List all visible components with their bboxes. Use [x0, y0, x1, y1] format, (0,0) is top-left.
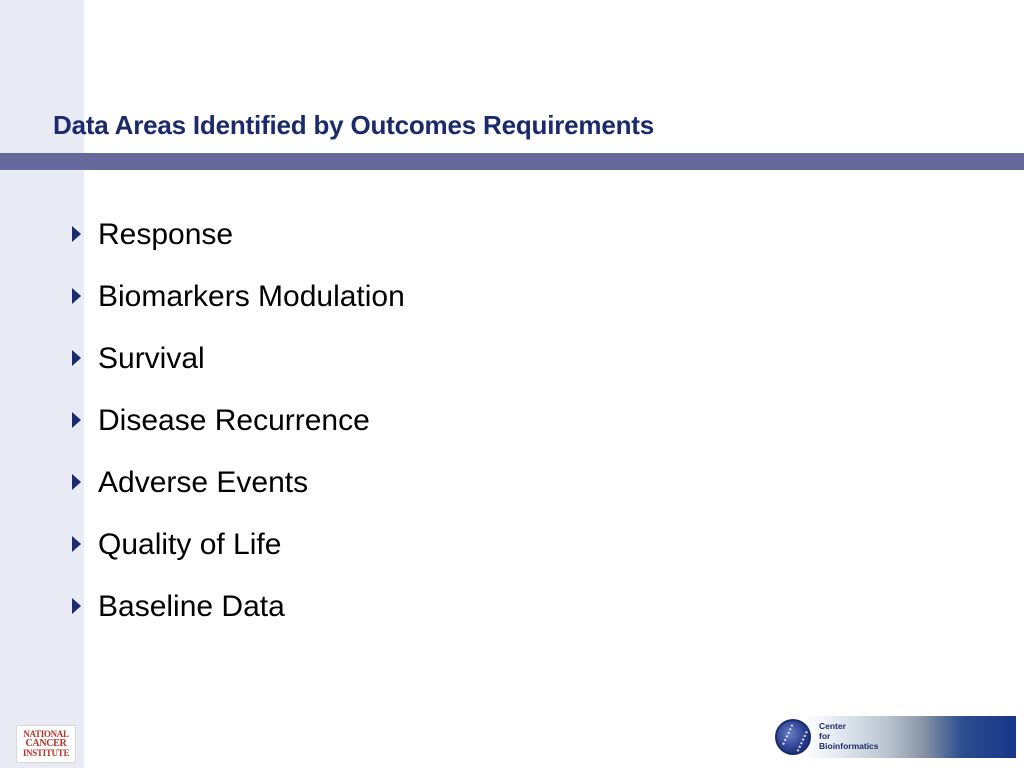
bullet-item-biomarkers-modulation [72, 266, 405, 328]
dna-emblem-icon [775, 719, 811, 755]
nci-logo-line1: NATIONAL [23, 729, 69, 739]
bullet-text: Baseline Data [98, 590, 285, 623]
triangle-bullet-icon [72, 350, 81, 366]
bullet-item-response [72, 204, 405, 266]
triangle-bullet-icon [72, 536, 81, 552]
title-rule [0, 153, 1024, 170]
triangle-bullet-icon [72, 288, 81, 304]
bullet-item-disease-recurrence [72, 390, 405, 452]
cbi-logo-line2: for [819, 731, 831, 741]
bullet-text: Response [98, 218, 234, 251]
nci-logo-line3: INSTITUTE [22, 748, 70, 758]
triangle-bullet-icon [72, 474, 81, 490]
slide-title: Data Areas Identified by Outcomes Requirements [53, 110, 655, 140]
bullet-item-survival [72, 328, 405, 390]
triangle-bullet-icon [72, 598, 81, 614]
cbi-logo [770, 716, 1016, 758]
bullet-item-quality-of-life [72, 514, 405, 576]
cbi-logo-text [819, 721, 879, 751]
bullet-text: Quality of Life [98, 528, 282, 561]
triangle-bullet-icon [72, 226, 81, 242]
cbi-logo-line3: Bioinformatics [819, 741, 879, 751]
bullet-item-baseline-data [72, 576, 405, 638]
bullet-list [72, 204, 405, 638]
bullet-item-adverse-events [72, 452, 405, 514]
bullet-text: Survival [98, 342, 205, 375]
bullet-text: Biomarkers Modulation [98, 280, 405, 313]
nci-logo [16, 725, 76, 763]
bullet-text: Disease Recurrence [98, 404, 370, 437]
cbi-logo-line1: Center [819, 721, 846, 731]
bullet-text: Adverse Events [98, 466, 309, 499]
triangle-bullet-icon [72, 412, 81, 428]
nci-logo-line2: CANCER [25, 738, 67, 749]
